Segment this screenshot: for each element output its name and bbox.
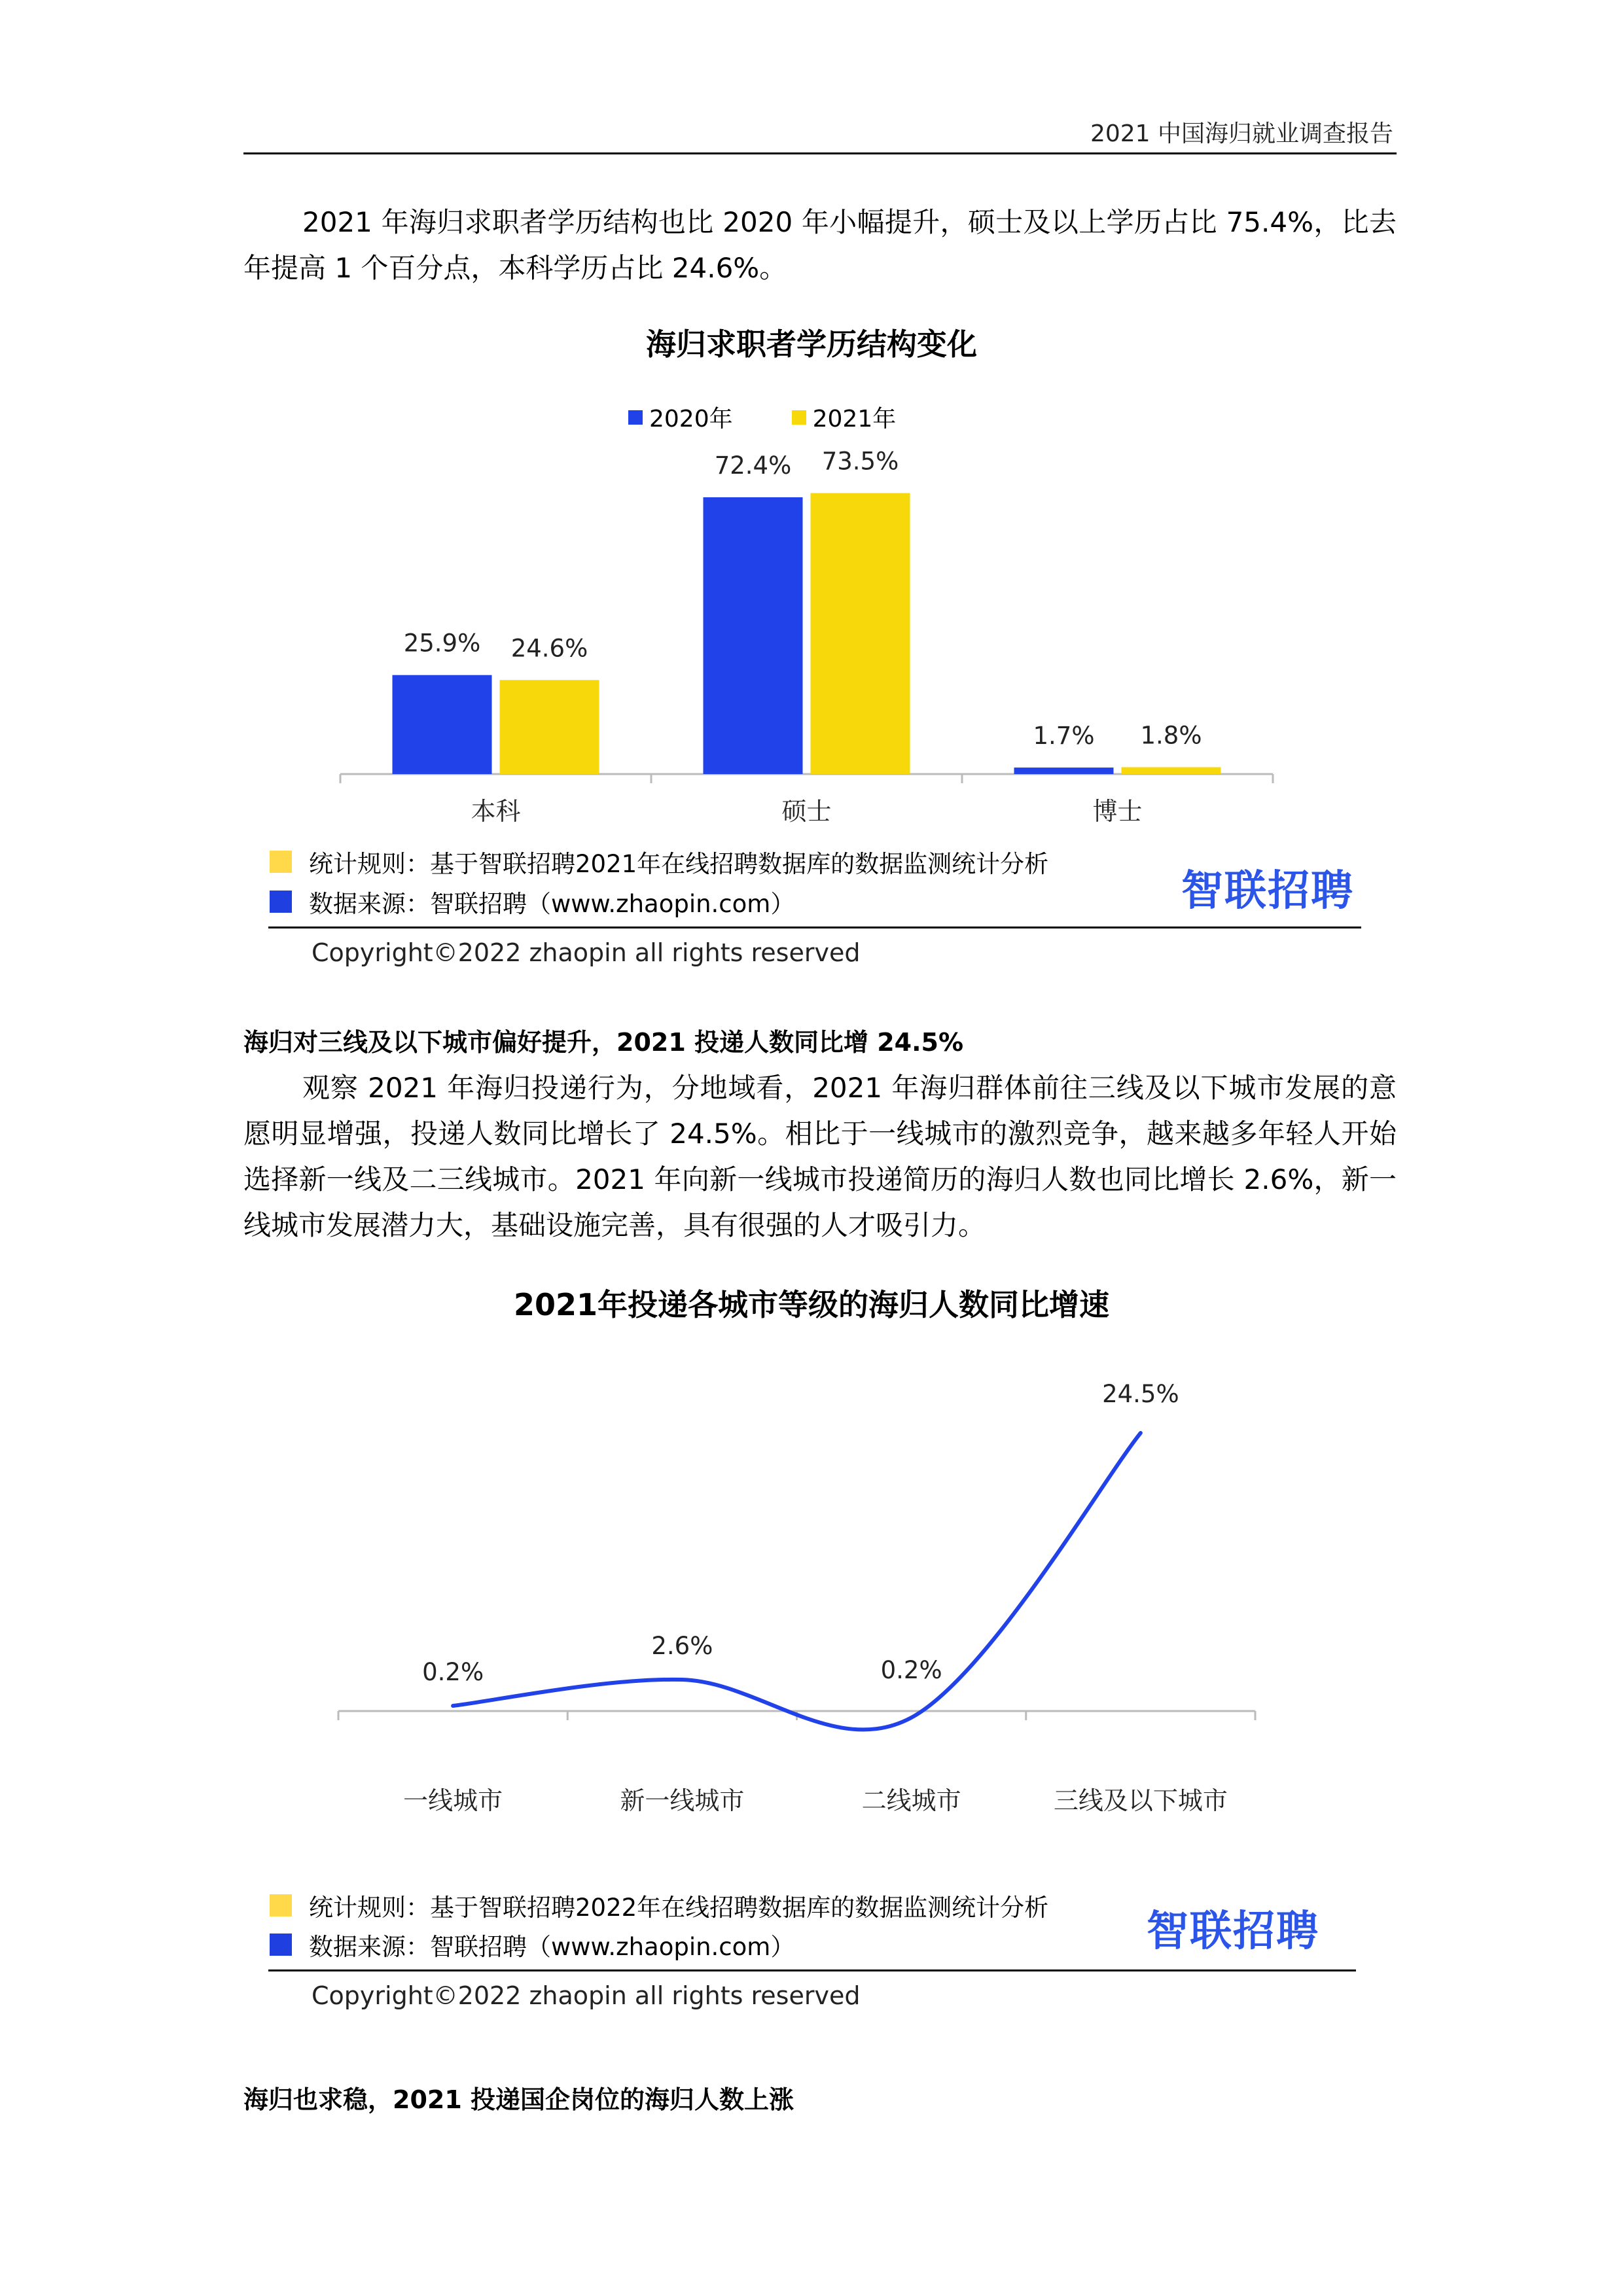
- chart1-zhaopin-logo: 智联招聘: [1181, 867, 1354, 915]
- chart2-footer-rule: [268, 1969, 1356, 1971]
- chart1-data-label: 1.7%: [1033, 722, 1095, 751]
- chart2-footer-yellow-square: [270, 1894, 292, 1916]
- chart2-data-label: 24.5%: [1102, 1380, 1179, 1408]
- chart2-category-label: 一线城市: [403, 1786, 503, 1815]
- chart2-footer-source-text: 数据来源：智联招聘（www.zhaopin.com）: [309, 1933, 795, 1961]
- chart1-copyright: Copyright©2022 zhaopin all rights reserved: [312, 938, 861, 967]
- chart2-footer-rule-text: 统计规则：基于智联招聘2022年在线招聘数据库的数据监测统计分析: [309, 1894, 1049, 1922]
- chart1-data-label: 25.9%: [403, 629, 481, 658]
- report-header-title: 2021 中国海归就业调查报告: [1090, 120, 1393, 147]
- chart2-category-label: 三线及以下城市: [1053, 1786, 1228, 1815]
- chart2-zhaopin-logo: 智联招聘: [1147, 1907, 1319, 1956]
- chart1-data-label: 72.4%: [714, 451, 792, 480]
- chart1-category-label: 硕士: [781, 797, 832, 826]
- chart2-footer-rule-row: [270, 1888, 1048, 1923]
- chart2-data-label: 0.2%: [422, 1658, 484, 1686]
- chart1-category-label: 博士: [1092, 797, 1143, 826]
- intro-paragraph-text: 2021 年海归求职者学历结构也比 2020 年小幅提升，硕士及以上学历占比 75.4%，比去年提高 1 个百分点，本科学历占比 24.6%。: [243, 206, 1397, 284]
- chart1-title: 海归求职者学历结构变化: [646, 327, 977, 362]
- section-heading-soe: 海归也求稳，2021 投递国企岗位的海归人数上涨: [243, 2085, 794, 2114]
- section-heading-city-preference: 海归对三线及以下城市偏好提升，2021 投递人数同比增 24.5%: [243, 1028, 964, 1057]
- chart1-legend-label-2021: 2021年: [812, 406, 897, 433]
- chart1-data-label: 73.5%: [821, 447, 899, 476]
- chart2-copyright: Copyright©2022 zhaopin all rights reserved: [312, 1981, 861, 2010]
- chart2-data-label: 2.6%: [651, 1632, 713, 1660]
- chart1-data-label: 24.6%: [510, 634, 588, 663]
- chart1-data-label: 1.8%: [1140, 721, 1202, 750]
- chart2-series-line: [453, 1433, 1141, 1729]
- chart2-category-label: 新一线城市: [620, 1786, 745, 1815]
- chart1-footer-rule-text: 统计规则：基于智联招聘2021年在线招聘数据库的数据监测统计分析: [309, 850, 1049, 878]
- chart2-title: 2021年投递各城市等级的海归人数同比增速: [513, 1287, 1110, 1322]
- city-paragraph-text: 观察 2021 年海归投递行为，分地域看，2021 年海归群体前往三线及以下城市发展的意愿明显增强，投递人数同比增长了 24.5%。相比于一线城市的激烈竞争，越来越多年轻人开始选择新一线及二三线城市。2021 年向新一线城市投递简历的海归人数也同比增长 2.6%，新一线城市发展潜力大，基础设施完善，具有很强的人才吸引力。: [243, 1072, 1397, 1241]
- chart1-footer-source-text: 数据来源：智联招聘（www.zhaopin.com）: [309, 890, 795, 918]
- chart2-category-label: 二线城市: [861, 1786, 961, 1815]
- chart1-legend-label-2020: 2020年: [649, 406, 733, 433]
- chart2-footer-blue-square: [270, 1934, 292, 1956]
- chart2-footer-source-row: [270, 1927, 794, 1962]
- chart2-data-label: 0.2%: [880, 1656, 942, 1684]
- chart1-category-label: 本科: [471, 797, 521, 826]
